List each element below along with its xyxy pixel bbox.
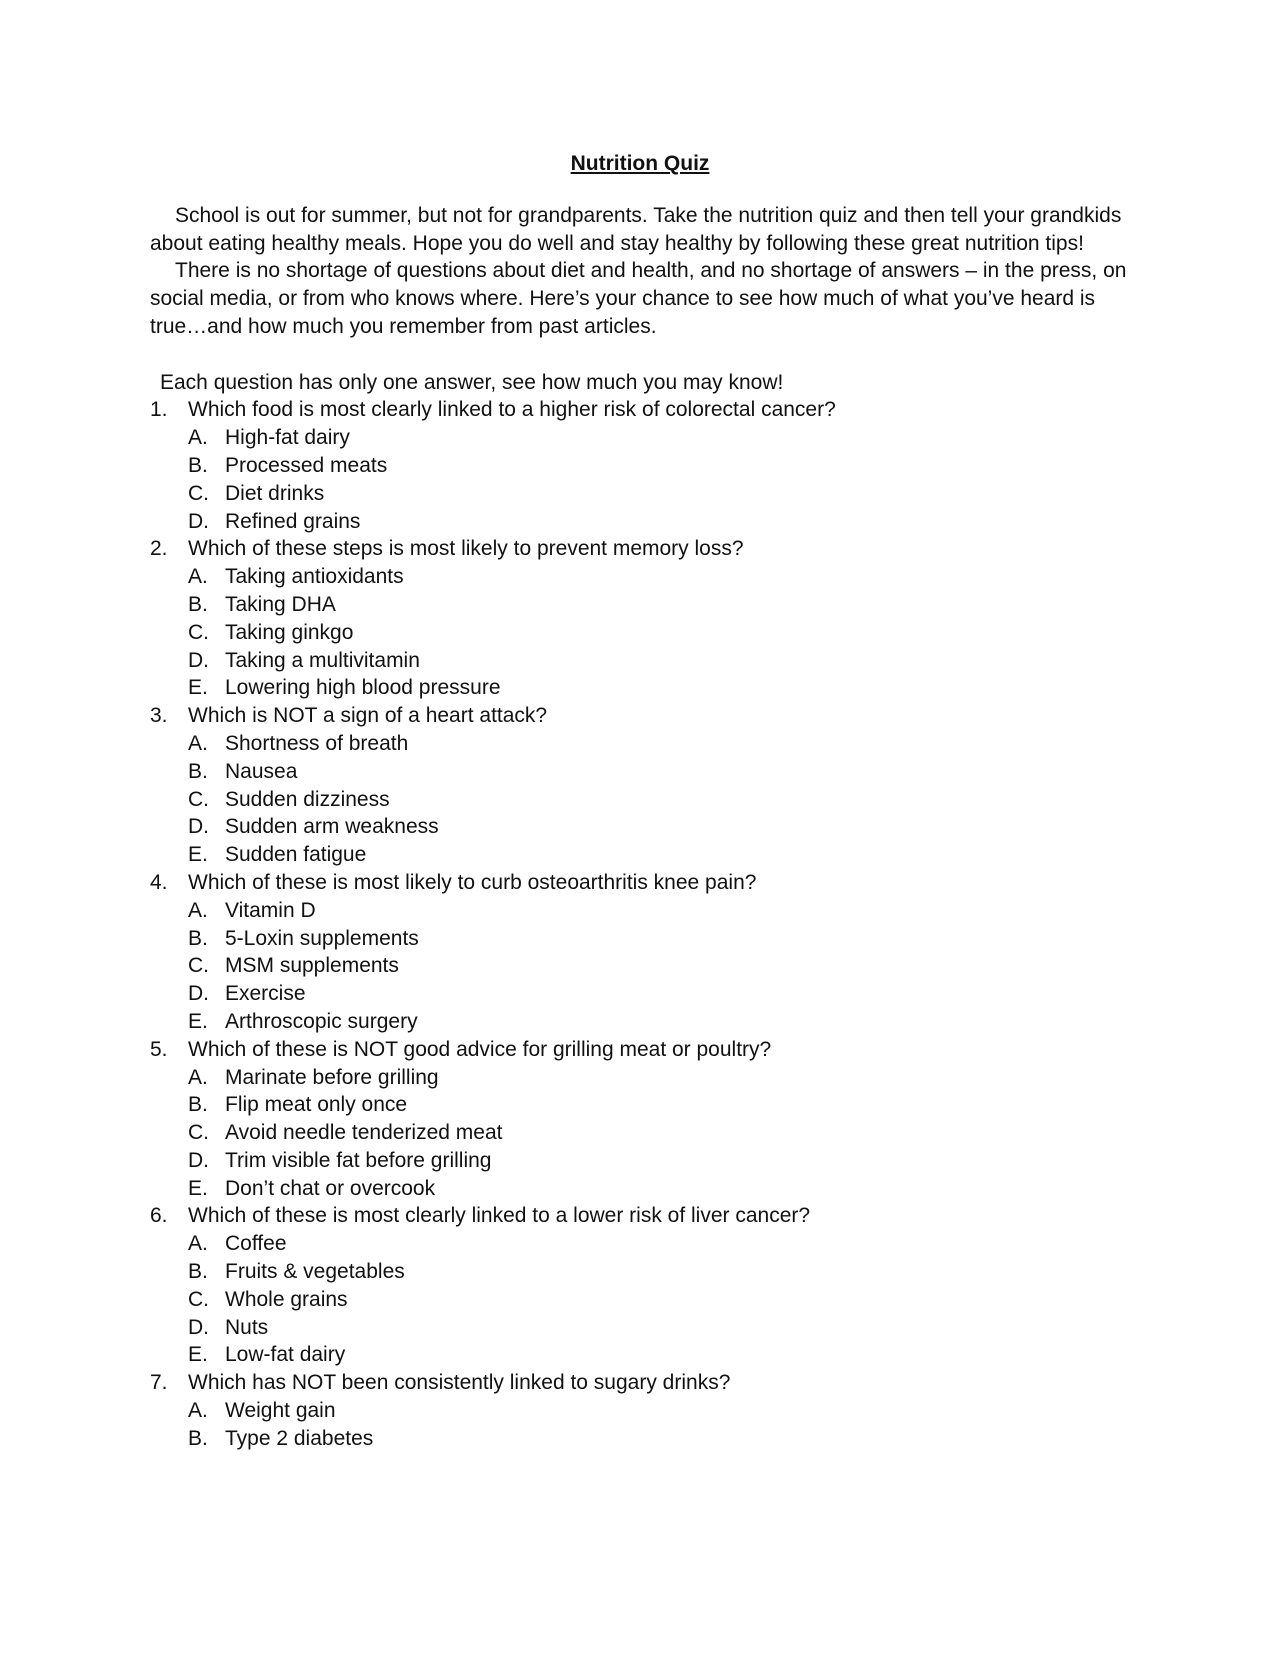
option-letter: B. (188, 926, 208, 950)
option-letter: B. (188, 1260, 208, 1284)
answer-option (188, 952, 1130, 980)
answer-option (188, 619, 1130, 647)
question-item (150, 396, 1130, 535)
question-list (150, 396, 1130, 1452)
answer-option (188, 786, 1130, 814)
option-letter: A. (188, 1232, 208, 1256)
answer-option (188, 1230, 1130, 1258)
question-item (150, 1369, 1130, 1452)
answer-option (188, 508, 1130, 536)
option-text: Avoid needle tenderized meat (225, 1121, 503, 1145)
answer-option (188, 647, 1130, 675)
option-letter: E. (188, 1343, 208, 1367)
option-text: Sudden dizziness (225, 787, 390, 811)
answer-option (188, 925, 1130, 953)
option-text: Flip meat only once (225, 1093, 408, 1117)
option-letter: B. (188, 759, 208, 783)
option-letter: D. (188, 982, 209, 1006)
intro-paragraph-1: School is out for summer, but not for grandparents. Take the nutrition quiz and then tell your grandkids about eating healthy meals. Hope you do well and stay healthy by following these great nutrition tips! (150, 203, 1122, 255)
option-text: Weight gain (225, 1399, 336, 1423)
answer-option (188, 1258, 1130, 1286)
answer-option (188, 897, 1130, 925)
question-text: Which of these is NOT good advice for grilling meat or poultry? (188, 1037, 772, 1061)
answer-option (188, 1147, 1130, 1175)
option-letter: D. (188, 815, 209, 839)
option-text: Diet drinks (225, 481, 325, 505)
question-item (150, 1036, 1130, 1203)
option-text: Sudden fatigue (225, 843, 367, 867)
option-letter: D. (188, 1315, 209, 1339)
option-letter: C. (188, 1121, 209, 1145)
question-item (150, 702, 1130, 869)
answer-options (188, 1064, 1130, 1203)
answer-option (188, 730, 1130, 758)
document-page (150, 150, 1130, 1453)
answer-option (188, 1314, 1130, 1342)
option-text: Sudden arm weakness (225, 815, 439, 839)
question-item (150, 535, 1130, 702)
option-letter: E. (188, 676, 208, 700)
option-letter: D. (188, 1148, 209, 1172)
intro-paragraph-2: There is no shortage of questions about diet and health, and no shortage of answers – in the press, on social media, or from who knows where. Here’s your chance to see how much of what you’ve heard is true…and how much you remember from past articles. (150, 259, 1127, 338)
answer-option (188, 1425, 1130, 1453)
option-text: Vitamin D (225, 898, 316, 922)
answer-options (188, 424, 1130, 535)
question-number: 1. (150, 398, 168, 422)
answer-option (188, 1397, 1130, 1425)
question-number: 2. (150, 537, 168, 561)
answer-option (188, 758, 1130, 786)
option-letter: A. (188, 565, 208, 589)
option-letter: B. (188, 592, 208, 616)
answer-option (188, 1175, 1130, 1203)
answer-option (188, 480, 1130, 508)
option-text: Taking antioxidants (225, 565, 404, 589)
option-text: 5-Loxin supplements (225, 926, 419, 950)
option-text: Nuts (225, 1315, 269, 1339)
question-item (150, 869, 1130, 1036)
question-number: 7. (150, 1371, 168, 1395)
option-text: Don’t chat or overcook (225, 1176, 436, 1200)
question-text: Which food is most clearly linked to a higher risk of colorectal cancer? (188, 398, 836, 422)
question-item (150, 1202, 1130, 1369)
option-text: Nausea (225, 759, 298, 783)
answer-option (188, 1341, 1130, 1369)
question-text: Which of these is most likely to curb osteoarthritis knee pain? (188, 870, 757, 894)
option-text: Type 2 diabetes (225, 1426, 374, 1450)
question-number: 4. (150, 870, 168, 894)
option-letter: C. (188, 481, 209, 505)
option-text: High-fat dairy (225, 426, 350, 450)
answer-options (188, 897, 1130, 1036)
option-letter: C. (188, 620, 209, 644)
option-text: MSM supplements (225, 954, 399, 978)
option-letter: C. (188, 787, 209, 811)
answer-option (188, 674, 1130, 702)
answer-options (188, 1397, 1130, 1453)
option-text: Fruits & vegetables (225, 1260, 405, 1284)
option-text: Processed meats (225, 453, 388, 477)
option-letter: A. (188, 1399, 208, 1423)
option-letter: D. (188, 648, 209, 672)
question-text: Which of these steps is most likely to prevent memory loss? (188, 537, 744, 561)
answer-option (188, 1286, 1130, 1314)
option-letter: B. (188, 1093, 208, 1117)
option-text: Coffee (225, 1232, 287, 1256)
option-letter: E. (188, 1009, 208, 1033)
option-text: Taking ginkgo (225, 620, 354, 644)
answer-option (188, 813, 1130, 841)
question-text: Which of these is most clearly linked to a lower risk of liver cancer? (188, 1204, 811, 1228)
option-letter: E. (188, 1176, 208, 1200)
option-text: Shortness of breath (225, 731, 409, 755)
answer-option (188, 563, 1130, 591)
option-text: Exercise (225, 982, 306, 1006)
option-text: Arthroscopic surgery (225, 1009, 418, 1033)
option-text: Whole grains (225, 1287, 348, 1311)
answer-options (188, 1230, 1130, 1369)
option-text: Taking DHA (225, 592, 336, 616)
option-text: Low-fat dairy (225, 1343, 346, 1367)
option-letter: A. (188, 898, 208, 922)
option-text: Refined grains (225, 509, 361, 533)
option-letter: A. (188, 426, 208, 450)
answer-option (188, 841, 1130, 869)
option-text: Lowering high blood pressure (225, 676, 501, 700)
option-letter: C. (188, 954, 209, 978)
option-letter: A. (188, 1065, 208, 1089)
answer-option (188, 1091, 1130, 1119)
option-letter: C. (188, 1287, 209, 1311)
question-number: 6. (150, 1204, 168, 1228)
answer-option (188, 980, 1130, 1008)
option-text: Taking a multivitamin (225, 648, 420, 672)
answer-option (188, 1008, 1130, 1036)
answer-option (188, 591, 1130, 619)
option-letter: D. (188, 509, 209, 533)
option-letter: E. (188, 843, 208, 867)
question-number: 5. (150, 1037, 168, 1061)
question-number: 3. (150, 704, 168, 728)
answer-options (188, 730, 1130, 869)
answer-option (188, 1064, 1130, 1092)
option-letter: B. (188, 1426, 208, 1450)
question-text: Which has NOT been consistently linked to sugary drinks? (188, 1371, 731, 1395)
quiz-instructions: Each question has only one answer, see how much you may know! (160, 370, 784, 394)
answer-option (188, 1119, 1130, 1147)
question-text: Which is NOT a sign of a heart attack? (188, 704, 548, 728)
page-title: Nutrition Quiz (570, 152, 710, 175)
option-text: Trim visible fat before grilling (225, 1148, 492, 1172)
answer-option (188, 452, 1130, 480)
option-letter: A. (188, 731, 208, 755)
option-letter: B. (188, 453, 208, 477)
answer-options (188, 563, 1130, 702)
answer-option (188, 424, 1130, 452)
option-text: Marinate before grilling (225, 1065, 439, 1089)
